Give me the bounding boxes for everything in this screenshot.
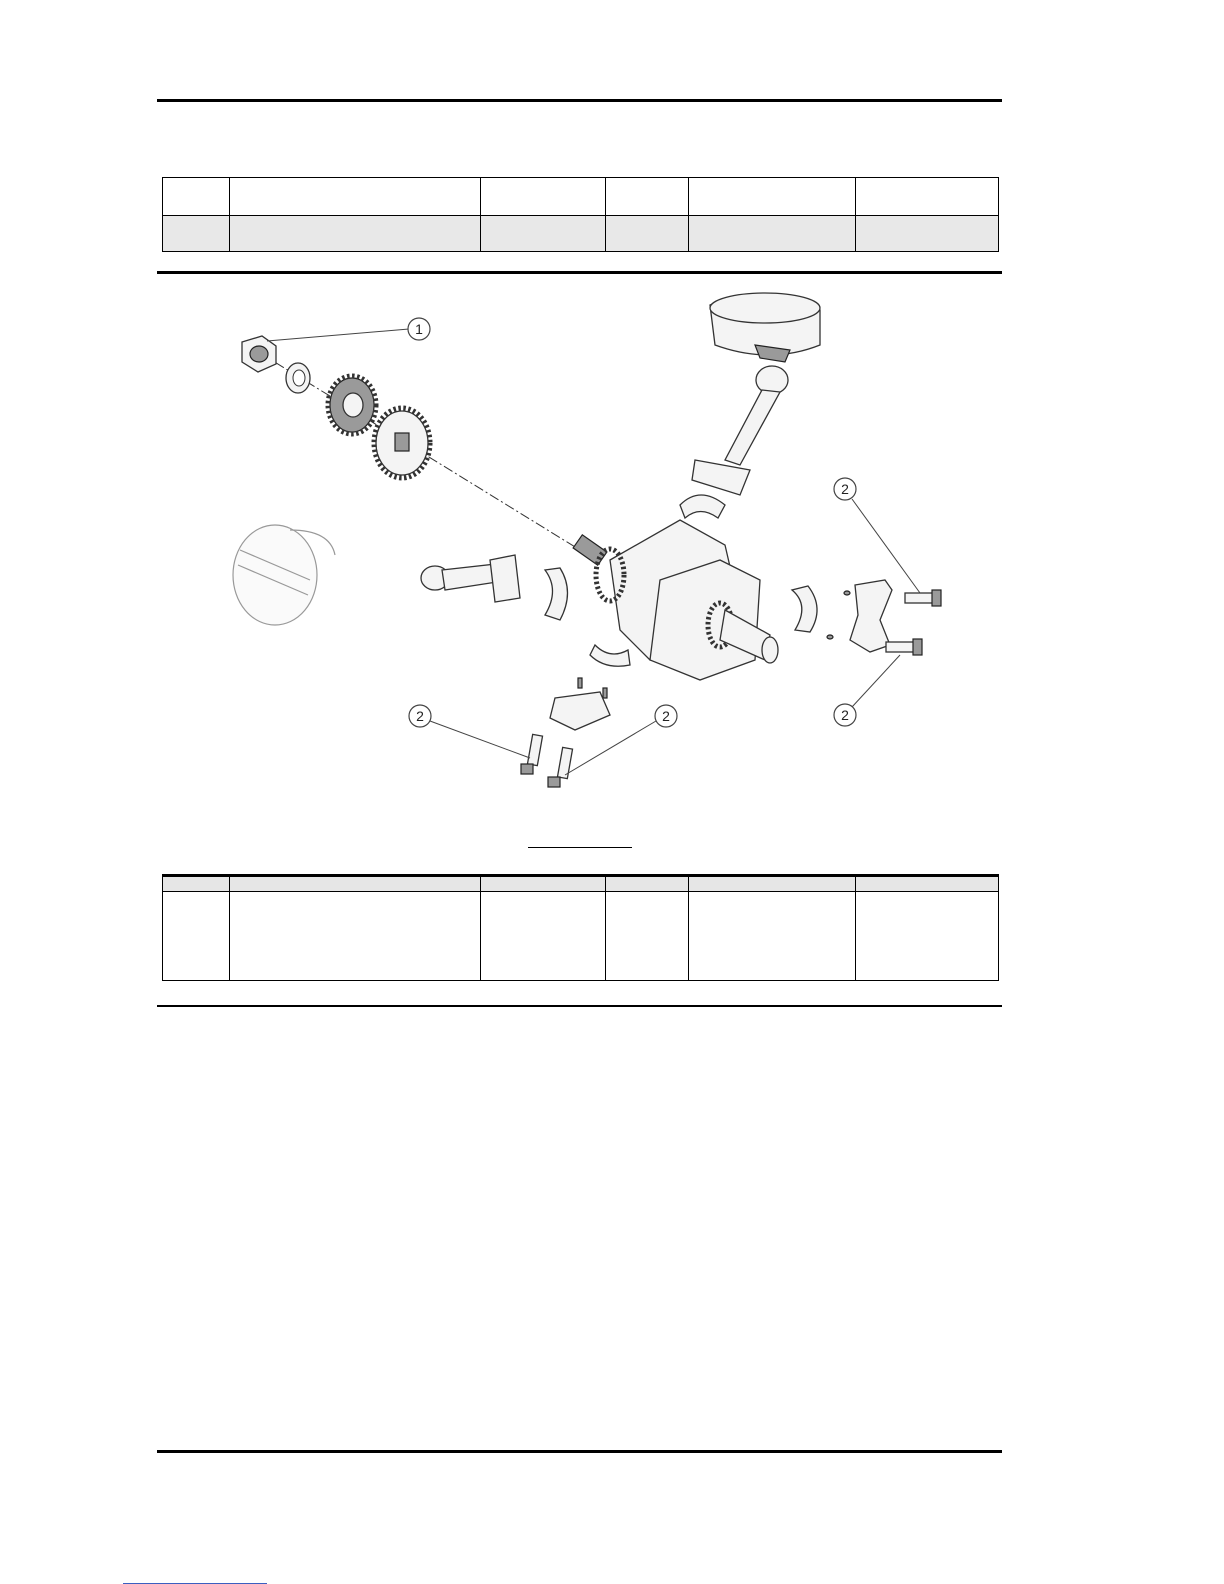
table-row [163,892,999,981]
bolt-right-upper-part [905,590,941,606]
section-rule [157,1005,1002,1007]
piston-left-part [233,525,335,625]
table-cell [689,216,856,252]
table-cell [689,876,856,892]
table-header-row [163,876,999,892]
rod-cap-lower-part [550,678,610,730]
bearing-cap-right-part [827,580,892,652]
table-cell [481,216,606,252]
callout-2-label: 2 [841,707,849,723]
table-cell [856,178,999,216]
table-cell [481,892,606,981]
table-cell [856,892,999,981]
spec-table-bottom [162,874,999,981]
table-cell [606,876,689,892]
connecting-rod-upper-part [692,366,788,495]
caption-underline [528,847,632,848]
table-row [163,216,999,252]
nut-part [242,336,276,372]
callout-2-bottom-right [834,655,900,726]
bolt-lower-right-part [548,747,573,787]
crankshaft-exploded-diagram [180,280,980,820]
table-cell [689,178,856,216]
table-cell [606,892,689,981]
table-cell [163,892,230,981]
table-cell [689,892,856,981]
bearing-shell-top [680,495,725,518]
table-cell [230,876,481,892]
piston-upper-part [710,293,820,362]
bearing-shell-left [545,568,568,620]
callout-2-label: 2 [416,708,424,724]
gear-large-part [374,408,430,478]
table-cell [856,876,999,892]
bolt-right-lower-part [886,639,922,655]
table-cell [481,178,606,216]
header-rule [157,99,1002,102]
table-cell [606,216,689,252]
gear-small-part [328,376,376,434]
bolt-lower-left-part [521,734,543,774]
callout-1 [267,318,430,341]
table-cell [163,178,230,216]
callout-1-label: 1 [415,321,423,337]
callout-2-bottom-left [409,705,530,758]
table-cell [481,876,606,892]
callout-2-top-right [834,478,920,593]
table-cell [163,876,230,892]
table-cell [230,178,481,216]
callout-2-label: 2 [662,708,670,724]
spec-table-top [162,177,999,252]
callout-2-label: 2 [841,481,849,497]
table-header-row [163,178,999,216]
bearing-shell-right [792,586,817,632]
section-rule [157,271,1002,274]
table-cell [606,178,689,216]
table-cell [230,892,481,981]
table-cell [230,216,481,252]
footer-rule [157,1450,1002,1453]
table-cell [163,216,230,252]
table-cell [856,216,999,252]
washer-part [286,363,310,393]
connecting-rod-left-part [421,555,520,602]
bearing-shell-bottom [590,645,630,666]
